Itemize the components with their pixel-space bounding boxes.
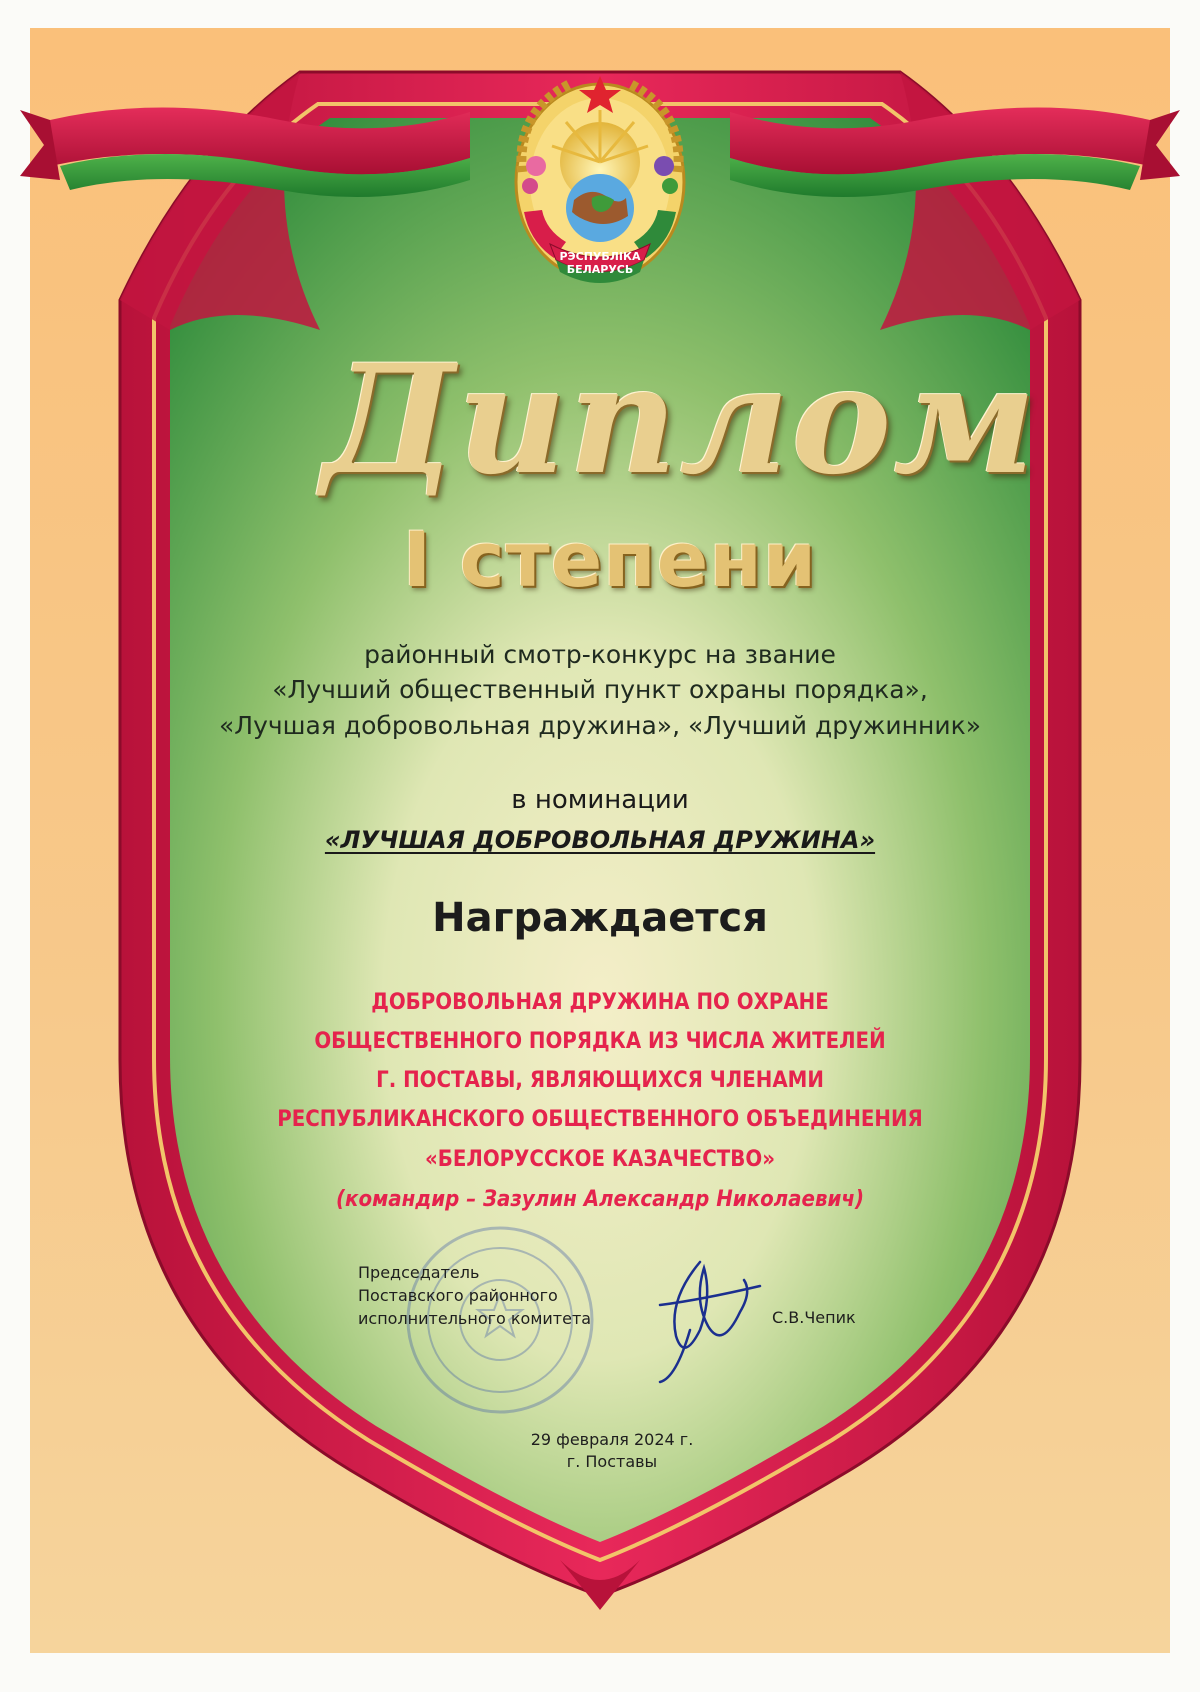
signer-title-line-1: Председатель (358, 1263, 480, 1282)
nomination-name: «ЛУЧШАЯ ДОБРОВОЛЬНАЯ ДРУЖИНА» (324, 826, 876, 854)
signer-title-line-3: исполнительного комитета (358, 1309, 592, 1328)
emblem-ribbon-text-bottom: БЕЛАРУСЬ (566, 263, 634, 276)
contest-description-line-2: «Лучший общественный пункт охраны порядка», (272, 675, 928, 704)
signer-title-line-2: Поставского районного (358, 1286, 558, 1305)
diploma-title: Диплом (322, 332, 1038, 508)
awardee-line-2: ОБЩЕСТВЕННОГО ПОРЯДКА ИЗ ЧИСЛА ЖИТЕЛЕЙ (314, 1029, 886, 1054)
signer-name: С.В.Чепик (772, 1308, 856, 1327)
nomination-prefix: в номинации (511, 785, 689, 815)
state-emblem-icon (516, 76, 684, 283)
contest-description-line-1: районный смотр-конкурс на звание (364, 640, 836, 669)
awarded-heading: Награждается (432, 895, 768, 941)
contest-description-line-3: «Лучшая добровольная дружина», «Лучший дружинник» (219, 711, 981, 740)
issue-date: 29 февраля 2024 г. (530, 1430, 694, 1449)
awardee-line-5: «БЕЛОРУССКОЕ КАЗАЧЕСТВО» (425, 1147, 775, 1172)
issue-place: г. Поставы (566, 1452, 658, 1471)
awardee-line-3: Г. ПОСТАВЫ, ЯВЛЯЮЩИХСЯ ЧЛЕНАМИ (376, 1068, 824, 1093)
awardee-line-1: ДОБРОВОЛЬНАЯ ДРУЖИНА ПО ОХРАНЕ (371, 990, 829, 1015)
awardee-commander: (командир – Зазулин Александр Николаевич) (336, 1187, 864, 1212)
awardee-line-4: РЕСПУБЛИКАНСКОГО ОБЩЕСТВЕННОГО ОБЪЕДИНЕНИЯ (277, 1107, 923, 1132)
emblem-ribbon-text-top: РЭСПУБЛІКА (559, 250, 641, 263)
diploma-degree: I степени (402, 515, 818, 604)
